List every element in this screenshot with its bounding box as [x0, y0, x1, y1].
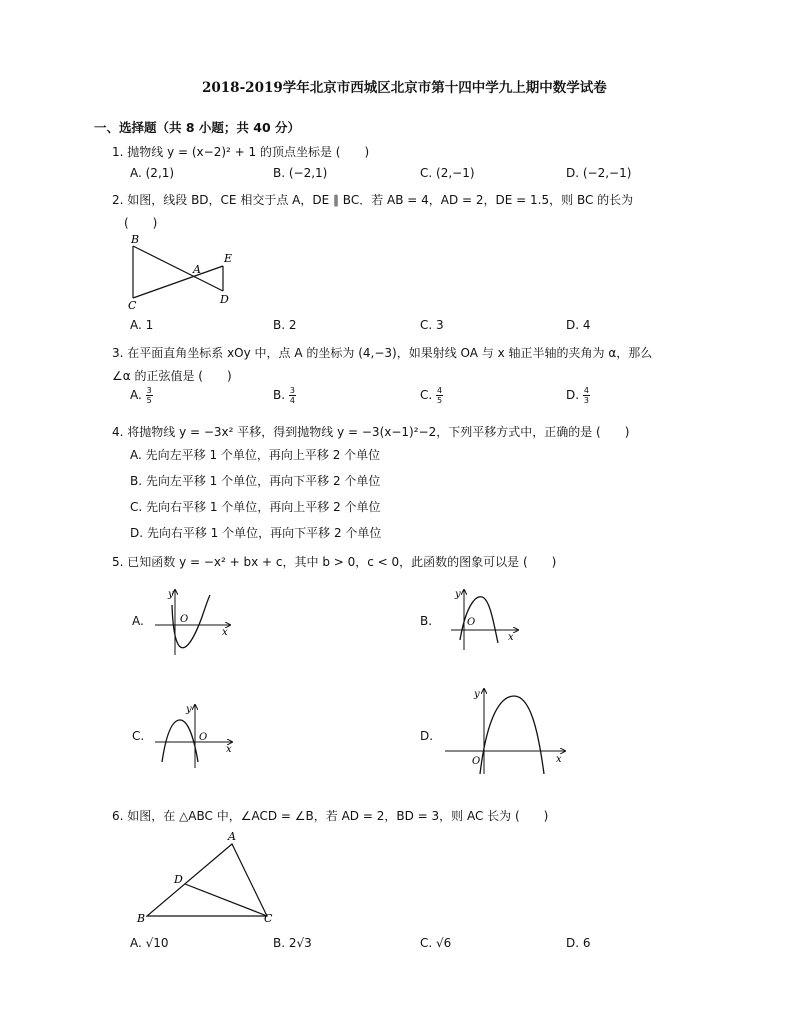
label-b: B	[131, 233, 140, 246]
x-label: x	[226, 744, 232, 755]
question-1-stem: 1. 抛物线 y = (x−2)² + 1 的顶点坐标是 ( )	[112, 145, 370, 159]
question-3-stem: 3. 在平面直角坐标系 xOy 中，点 A 的坐标为 (4,−3)，如果射线 OA 与 x 轴正半轴的夹角为 α，那么	[112, 346, 653, 360]
question-2-stem-cont: ( )	[124, 216, 158, 230]
origin-label: O	[180, 614, 189, 625]
q2-option-b: B. 2	[273, 318, 297, 332]
q6-option-b: B. 2√3	[273, 936, 312, 950]
question-5-stem: 5. 已知函数 y = −x² + bx + c，其中 b > 0，c < 0，此函数的图象可以是 ( )	[112, 555, 557, 569]
question-2-stem: 2. 如图，线段 BD，CE 相交于点 A，DE ∥ BC．若 AB = 4，AD = 2，DE = 1.5，则 BC 的长为	[112, 193, 634, 207]
parabola	[172, 595, 210, 648]
parabola	[460, 597, 498, 643]
origin-label: O	[199, 732, 208, 743]
y-label: y	[168, 589, 174, 600]
q2-option-a: A. 1	[130, 318, 154, 332]
segment-dc	[185, 884, 267, 916]
q5-graph-a	[150, 585, 240, 660]
page-title: 2018-2019学年北京市西城区北京市第十四中学九上期中数学试卷	[202, 80, 607, 96]
question-3-stem-cont: ∠α 的正弦值是 ( )	[112, 369, 232, 383]
section-header: 一、选择题（共 8 小题；共 40 分）	[94, 120, 301, 135]
label-d: D	[220, 293, 229, 306]
q3-option-c: C. $\frac{4}{5}$	[420, 386, 443, 405]
q5-graph-d	[440, 684, 570, 776]
q6-option-c: C. √6	[420, 936, 452, 950]
x-label: x	[556, 754, 562, 765]
label-e: E	[224, 252, 233, 265]
q3-option-a: A. $\frac{3}{5}$	[130, 386, 152, 405]
q5-option-c-label: C.	[132, 729, 145, 743]
label-c: C	[264, 912, 273, 925]
q6-option-d: D. 6	[566, 936, 591, 950]
x-label: x	[508, 632, 514, 643]
question-6-stem: 6. 如图，在 △ABC 中，∠ACD = ∠B，若 AD = 2，BD = 3，则 AC 长为 ( )	[112, 809, 549, 823]
q2-option-d: D. 4	[566, 318, 591, 332]
label-c: C	[128, 299, 137, 312]
q4-option-c: C. 先向右平移 1 个单位，再向上平移 2 个单位	[130, 500, 381, 514]
q4-option-d: D. 先向右平移 1 个单位，再向下平移 2 个单位	[130, 526, 382, 540]
q4-option-b: B. 先向左平移 1 个单位，再向下平移 2 个单位	[130, 474, 381, 488]
origin-label: O	[467, 617, 476, 628]
segment-ce	[133, 266, 223, 298]
y-label: y	[455, 589, 461, 600]
parabola	[162, 720, 198, 762]
q5-option-b-label: B.	[420, 614, 433, 628]
q6-option-a: A. √10	[130, 936, 169, 950]
y-label: y	[186, 704, 192, 715]
parabola	[480, 696, 544, 774]
x-label: x	[222, 627, 228, 638]
q2-option-c: C. 3	[420, 318, 444, 332]
q5-graph-c	[150, 700, 240, 770]
q1-option-b: B. (−2,1)	[273, 166, 328, 180]
label-b: B	[137, 912, 146, 925]
q1-option-c: C. (2,−1)	[420, 166, 475, 180]
q5-graph-b	[446, 585, 526, 655]
q5-option-a-label: A.	[132, 614, 144, 628]
origin-label: O	[472, 756, 481, 767]
q4-option-a: A. 先向左平移 1 个单位，再向上平移 2 个单位	[130, 448, 381, 462]
q1-option-a: A. (2,1)	[130, 166, 175, 180]
question-4-stem: 4. 将抛物线 y = −3x² 平移，得到抛物线 y = −3(x−1)²−2，下列平移方式中，正确的是 ( )	[112, 425, 630, 439]
q2-figure	[120, 230, 250, 312]
label-d: D	[174, 873, 183, 886]
label-a: A	[228, 830, 236, 843]
q3-option-d: D. $\frac{4}{3}$	[566, 386, 589, 405]
q1-option-d: D. (−2,−1)	[566, 166, 632, 180]
q6-figure	[130, 826, 280, 926]
q3-option-b: B. $\frac{3}{4}$	[273, 386, 295, 405]
segment-bd	[133, 246, 223, 291]
triangle-abc	[147, 844, 267, 916]
q5-option-d-label: D.	[420, 729, 434, 743]
y-label: y	[474, 689, 480, 700]
label-a: A	[193, 263, 201, 276]
